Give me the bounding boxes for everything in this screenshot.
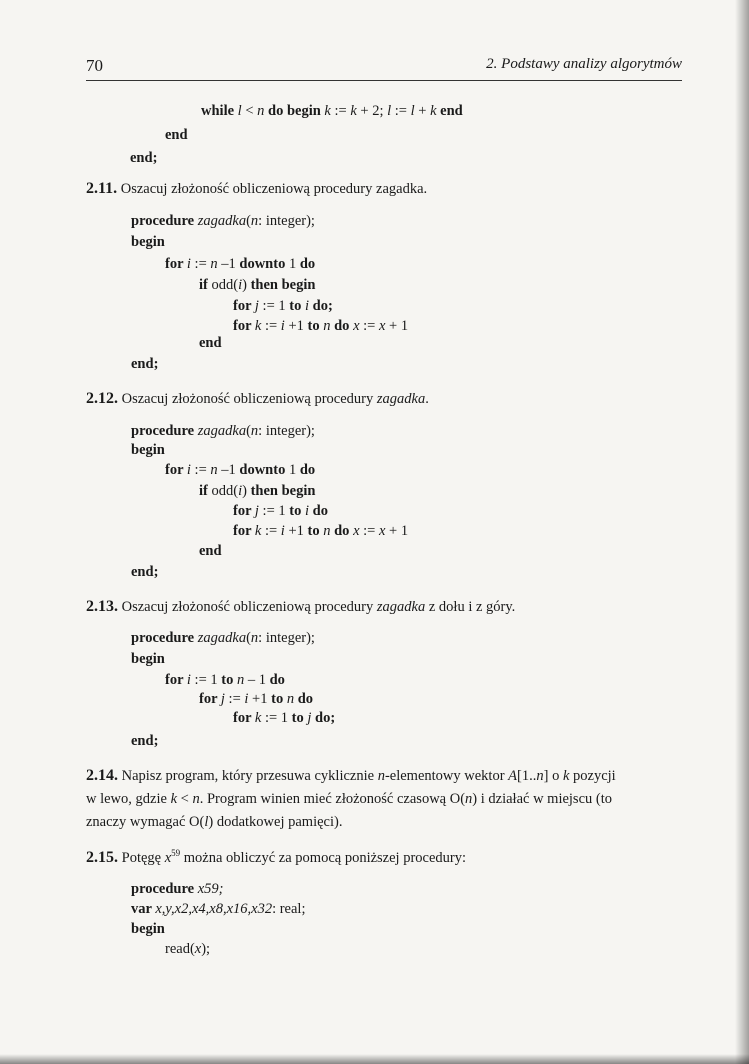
code-line-for-i: for i := n –1 downto 1 do (165, 462, 316, 478)
exercise-2-14-line-2: w lewo, gdzie k < n. Program winien mieć złożoność czasową O(n) i działać w miejscu (to (86, 791, 612, 807)
exercise-2-14-line-3: znaczy wymagać O(l) dodatkowej pamięci). (86, 814, 343, 830)
code-line-procedure: procedure x59; (131, 881, 224, 897)
code-line-begin: begin (131, 651, 165, 667)
code-line-for-j: for j := 1 to i do (233, 503, 328, 519)
code-line-for-k: for k := i +1 to n do x := x + 1 (233, 318, 409, 334)
exercise-number: 2.12. (86, 390, 118, 407)
exercise-number: 2.13. (86, 598, 118, 615)
code-line-end: end; (130, 150, 158, 166)
code-line-for-i: for i := n –1 downto 1 do (165, 256, 316, 272)
code-line-begin: begin (131, 442, 165, 458)
page-number: 70 (86, 56, 103, 75)
code-line-end: end (199, 335, 222, 351)
code-line-end: end; (131, 564, 159, 580)
chapter-running-head: 2. Podstawy analizy algorytmów (486, 56, 682, 72)
exercise-2-14-line-1: 2.14. Napisz program, który przesuwa cyklicznie n-elementowy wektor A[1..n] o k pozycji (86, 767, 616, 784)
page-edge-shadow (735, 0, 749, 1064)
exercise-2-15-statement: 2.15. Potęgę $x^{59}$ można obliczyć za pomocą poniższej procedury: (86, 848, 467, 866)
code-line-if: if odd(i) then begin (199, 483, 316, 499)
code-line-var: var x,y,x2,x4,x8,x16,x32: real; (131, 901, 306, 917)
code-line-read: read(x); (165, 941, 211, 957)
code-line-for-k: for k := 1 to j do; (233, 710, 336, 726)
page-header (86, 56, 682, 81)
exercise-2-13-statement: 2.13. Oszacuj złożoność obliczeniową procedury zagadka z dołu i z góry. (86, 598, 516, 615)
exercise-number: 2.14. (86, 767, 118, 784)
exercise-2-12-statement: 2.12. Oszacuj złożoność obliczeniową procedury zagadka. (86, 390, 429, 407)
code-line-for-i: for i := 1 to n – 1 do (165, 672, 285, 688)
code-line-procedure: procedure zagadka(n: integer); (131, 423, 315, 439)
exercise-2-11-statement: 2.11. Oszacuj złożoność obliczeniową procedury zagadka. (86, 180, 428, 197)
code-line-procedure: procedure zagadka(n: integer); (131, 213, 315, 229)
code-line-end: end; (131, 733, 159, 749)
code-line-begin: begin (131, 234, 165, 250)
code-line-end: end; (131, 356, 159, 372)
code-line-procedure: procedure zagadka(n: integer); (131, 630, 315, 646)
page-bottom-shadow (0, 1054, 749, 1064)
exercise-number: 2.11. (86, 180, 118, 197)
code-line-for-j: for j := 1 to i do; (233, 298, 333, 314)
code-line-end: end (165, 127, 188, 143)
exercise-number: 2.15. (86, 848, 118, 866)
code-line-if: if odd(i) then begin (199, 277, 316, 293)
code-line-while: while l < n do begin k := k + 2; l := l + k end (201, 103, 463, 119)
code-line-for-k: for k := i +1 to n do x := x + 1 (233, 523, 409, 539)
code-line-for-j: for j := i +1 to n do (199, 691, 314, 707)
code-line-end: end (199, 543, 222, 559)
code-line-begin: begin (131, 921, 165, 937)
